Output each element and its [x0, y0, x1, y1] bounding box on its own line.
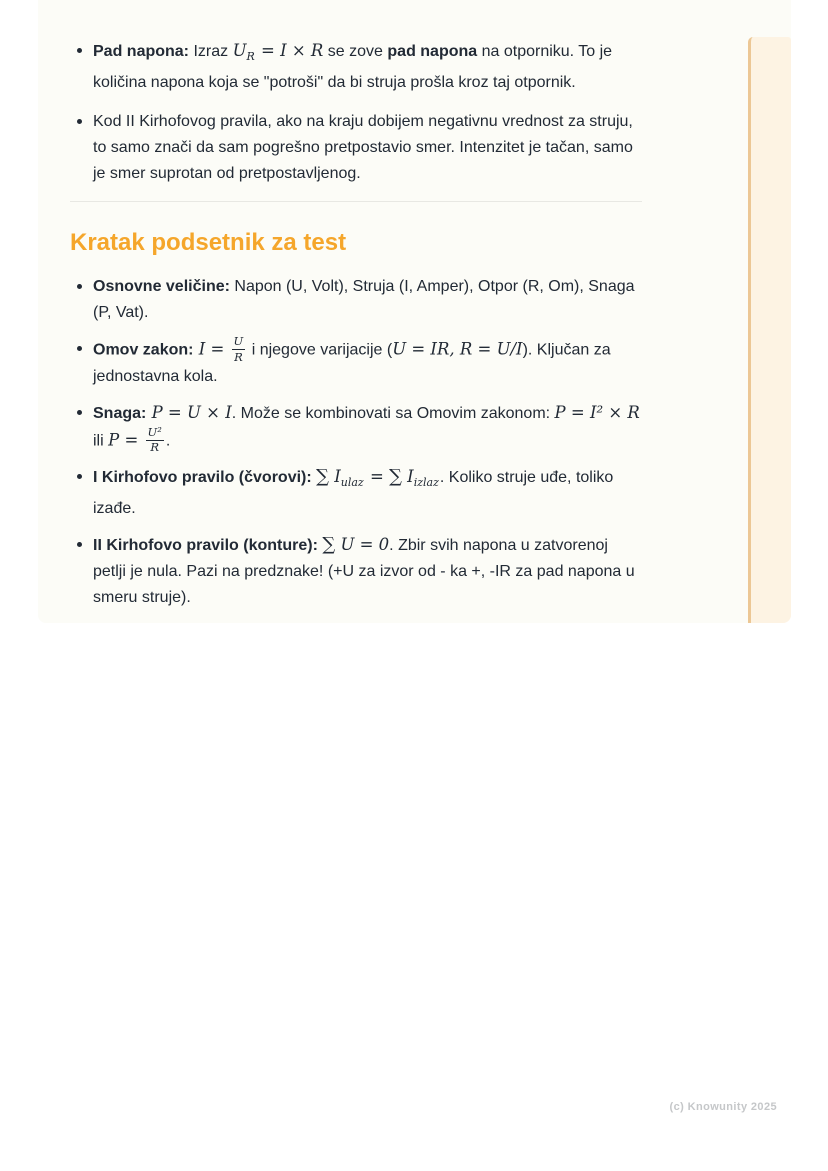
list-item: II Kirhofovo pravilo (konture): ∑ U = 0. Zbir svih napona u zatvorenoj petlji je nula. Pazi na predznake! (+U za izvor od - ka +, -IR za pad napona u smeru struje).: [70, 532, 642, 611]
notes-list: [70, 38, 642, 187]
summary-heading: Kratak podsetnik za test: [70, 229, 347, 256]
list-item: Osnovne veličine: Napon (U, Volt), Struja (I, Amper), Otpor (R, Om), Snaga (P, Vat).: [70, 274, 642, 326]
notes-card: [38, 0, 791, 623]
copyright-footer: (c) Knowunity 2025: [669, 1101, 777, 1113]
card-content: [70, 0, 642, 621]
highlight-stripe: [748, 37, 791, 623]
list-item: Snaga: P = U × I. Može se kombinovati sa Omovim zakonom: P = I² × R ili P = $\frac{\text{U²}}{R}$ .: [70, 400, 642, 455]
summary-list: [70, 274, 642, 611]
list-item: Omov zakon: I = $\frac{U}{R}$ i njegove varijacije (U = IR, R = U/I). Ključan za jednostavna kola.: [70, 336, 642, 390]
list-item: I Kirhofovo pravilo (čvorovi): ∑ $I_{ulaz}$ = ∑ $I_{izlaz}$. Koliko struje uđe, toliko izađe.: [70, 464, 642, 522]
list-item: Kod II Kirhofovog pravila, ako na kraju dobijem negativnu vrednost za struju, to samo znači da sam pogrešno pretpostavio smer. Intenzitet je tačan, samo je smer suprotan od pretpostavljenog.: [70, 109, 642, 187]
section-divider: [70, 201, 642, 202]
list-item: Pad napona: Izraz $U_R = I \times R$ se zove pad napona na otporniku. To je količina napona koja se "potroši" da bi struja prošla kroz taj otpornik.: [70, 38, 642, 96]
